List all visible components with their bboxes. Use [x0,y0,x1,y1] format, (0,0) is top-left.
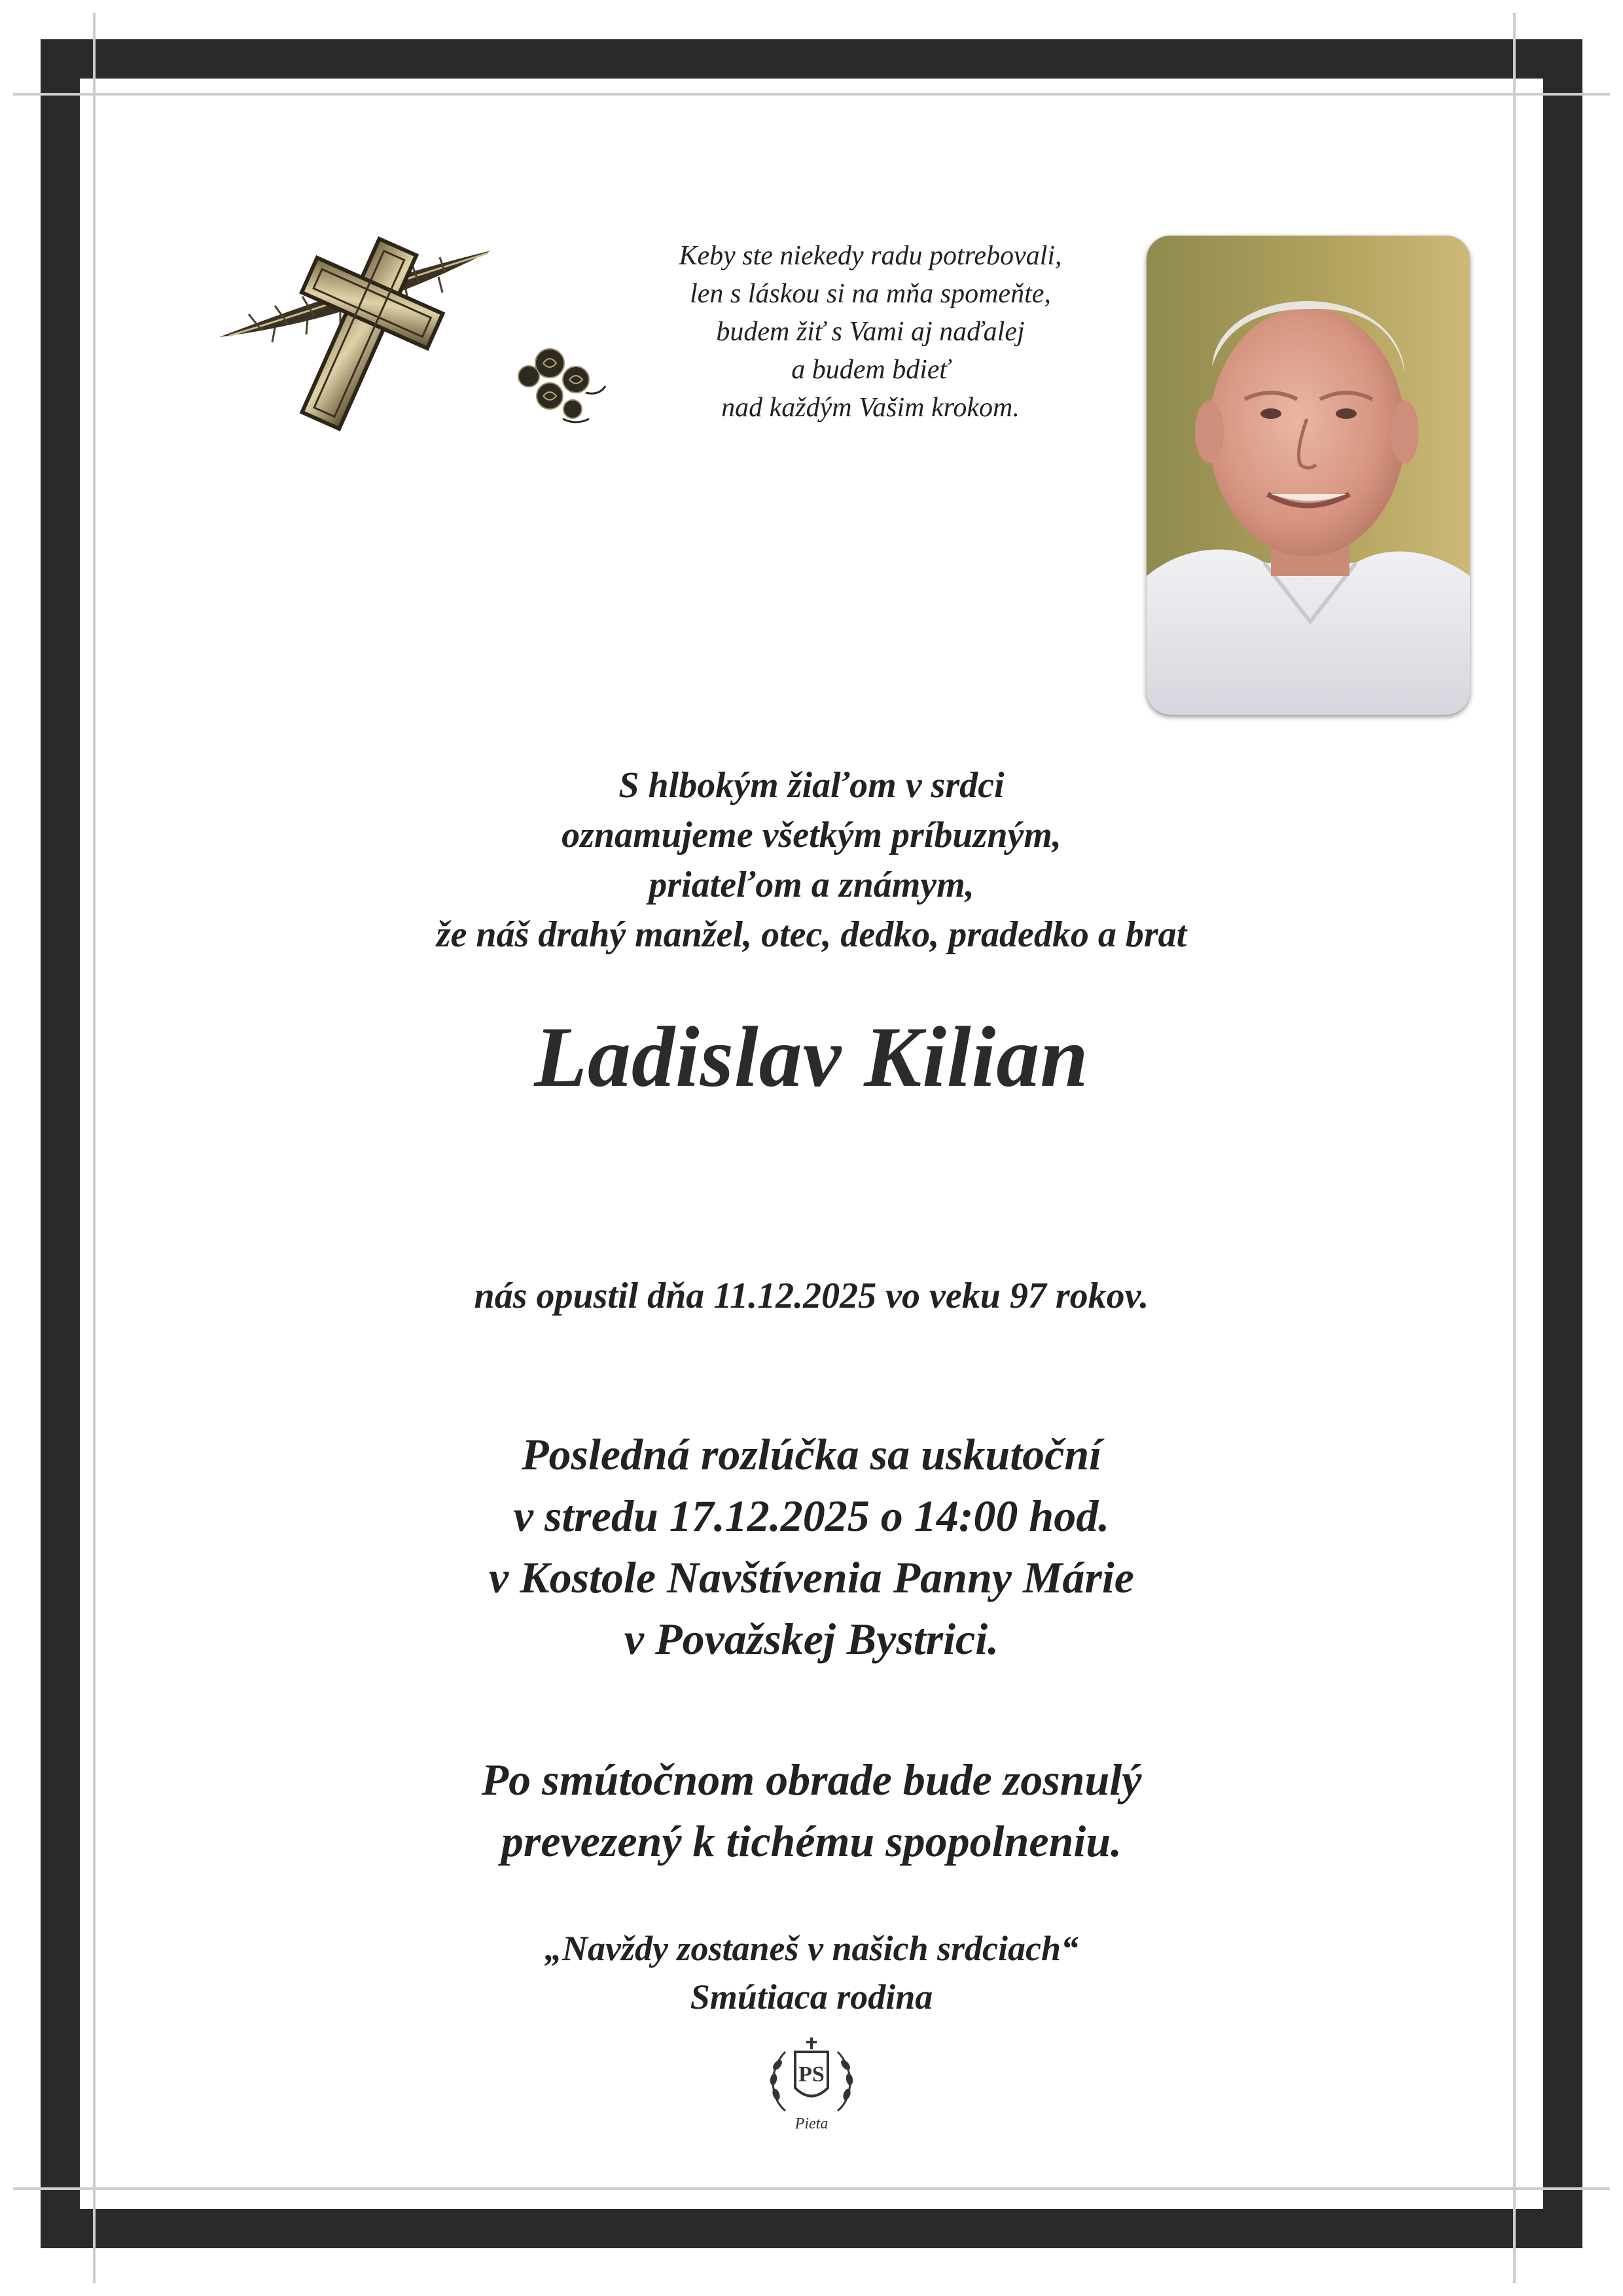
death-notice: nás opustil dňa 11.12.2025 vo veku 97 rokov. [474,1276,1149,1316]
poem-line: Keby ste niekedy radu potrebovali, [679,241,1062,271]
poem-line: nad každým Vašim krokom. [721,393,1020,423]
frame-top-bar [41,39,1582,79]
frame-thin-line-top [13,93,1610,96]
cremation-line: prevezený k tichému spopolneniu. [501,1816,1122,1866]
poem-line: budem žiť s Vami aj naďalej [716,317,1025,347]
intro-line: S hlbokým žiaľom v srdci [618,765,1005,806]
cremation-line: Po smútočnom obrade bude zosnulý [481,1755,1142,1804]
poem-line: a budem bdieť [791,355,950,385]
funeral-details [0,1424,1623,1670]
intro-line: priateľom a známym, [649,865,974,905]
funeral-line: v stredu 17.12.2025 o 14:00 hod. [513,1491,1110,1541]
frame-left-bar [41,39,80,2248]
logo-initials: PS [798,2062,825,2087]
poem-line: len s láskou si na mňa spomeňte, [690,279,1051,309]
frame-bottom-bar [41,2209,1582,2248]
cremation-note [0,1749,1623,1872]
closing-quote: „Navždy zostaneš v našich srdciach“ [544,1929,1079,1968]
funeral-line: v Považskej Bystrici. [624,1614,999,1664]
deceased-name: Ladislav Kilian [534,1009,1089,1105]
frame-right-bar [1543,39,1582,2248]
deceased-portrait-photo [1147,236,1470,715]
frame-thin-line-bottom [13,2187,1610,2190]
closing-section [0,1924,1623,2021]
intro-line: že náš drahý manžel, otec, dedko, pradedko a brat [436,914,1187,955]
intro-line: oznamujeme všetkým príbuzným, [562,815,1061,855]
funeral-line: Posledná rozlúčka sa uskutoční [521,1429,1102,1479]
funeral-service-name: Pieta [794,2115,829,2132]
funeral-line: v Kostole Navštívenia Panny Márie [489,1552,1134,1602]
memorial-poem [582,237,1158,427]
cross-with-palm-branch-icon [209,232,615,435]
announcement-intro [0,761,1623,960]
family-signature: Smútiaca rodina [690,1977,933,2017]
